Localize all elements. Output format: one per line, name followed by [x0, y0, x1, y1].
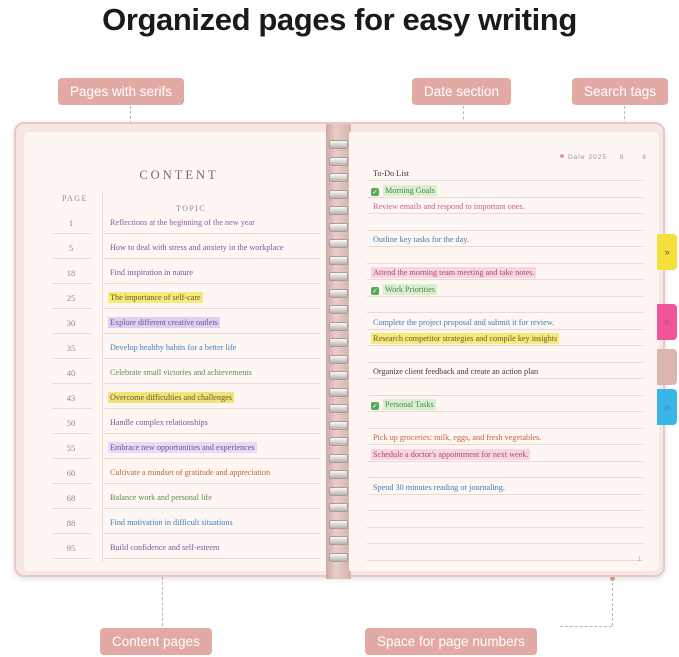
spiral-ring	[329, 239, 348, 248]
list-item: Research competitor strategies and compile key insights	[373, 334, 558, 343]
ruled-line	[367, 312, 643, 313]
spiral-ring	[329, 338, 348, 347]
toc-page-rule	[52, 558, 92, 559]
toc-page-rule	[52, 283, 92, 284]
toc-page-number: 55	[66, 443, 76, 453]
toc-topic: Celebrate small victories and achievements	[110, 368, 252, 377]
callout-line-pagenum-v	[612, 578, 613, 626]
date-section: Date 2025 8 8	[560, 154, 647, 161]
toc-page-rule	[52, 508, 92, 509]
spiral-ring	[329, 157, 348, 166]
ruled-line	[367, 362, 643, 363]
spiral-ring	[329, 355, 348, 364]
table-row	[46, 516, 318, 540]
toc-topic: Overcome difficulties and challenges	[110, 393, 232, 402]
ruled-line	[367, 296, 643, 297]
toc-page-number: 18	[66, 268, 76, 278]
toc-page-rule	[52, 383, 92, 384]
toc-page-rule	[52, 308, 92, 309]
toc-page-number: 60	[66, 468, 76, 478]
spiral-ring	[329, 272, 348, 281]
ruled-line	[367, 230, 643, 231]
ruled-line	[367, 378, 643, 379]
page-title: Organized pages for easy writing	[102, 2, 577, 37]
list-item: ✓ Work Priorities	[372, 284, 436, 295]
spiral-ring	[329, 536, 348, 545]
table-row	[46, 291, 318, 315]
search-tab-2[interactable]	[657, 349, 677, 385]
table-row-empty	[46, 566, 318, 571]
list-item: Schedule a doctor's appointment for next week.	[373, 449, 529, 459]
toc-page-number: 5	[68, 243, 74, 253]
column-header-page: PAGE	[62, 194, 88, 203]
checkbox-checked-icon[interactable]: ✓	[372, 402, 378, 410]
ruled-line	[367, 213, 643, 214]
ruled-line	[367, 428, 643, 429]
toc-topic: The importance of self-care	[110, 293, 201, 302]
toc-topic-rule	[104, 383, 320, 384]
spiral-ring	[329, 553, 348, 562]
toc-topic: Handle complex relationships	[110, 418, 208, 427]
callout-content-pages: Content pages	[100, 628, 212, 655]
right-page	[349, 132, 659, 571]
spiral-ring	[329, 520, 348, 529]
toc-topic-rule	[104, 358, 320, 359]
checkbox-checked-icon[interactable]: ✓	[372, 187, 378, 196]
spiral-ring	[329, 388, 348, 397]
toc-topic: Balance work and personal life	[110, 493, 212, 502]
table-row	[46, 341, 318, 365]
toc-page-number: 1	[68, 218, 74, 228]
table-row	[46, 241, 318, 265]
toc-topic: Cultivate a mindset of gratitude and appreciation	[110, 468, 271, 477]
list-item: To-Do List	[373, 169, 410, 178]
toc-topic-rule	[104, 458, 320, 459]
ruled-line	[367, 527, 643, 528]
ruled-line	[367, 395, 643, 396]
list-item: Complete the project proposal and submit it for review.	[373, 317, 555, 327]
toc-topic-rule	[104, 483, 320, 484]
toc-page-number: 30	[66, 318, 76, 328]
notebook	[14, 122, 671, 577]
table-row	[46, 541, 318, 565]
list-item: Attend the morning team meeting and take notes.	[373, 268, 535, 277]
ruled-line	[367, 510, 643, 511]
table-row	[46, 266, 318, 290]
toc-topic-rule	[104, 308, 320, 309]
list-item: ✓ Personal Tasks	[372, 400, 434, 410]
search-tab-1[interactable]: ○	[657, 304, 677, 340]
spiral-ring	[329, 371, 348, 380]
ruled-line	[367, 329, 643, 330]
spiral-ring	[329, 470, 348, 479]
toc-page-rule	[52, 408, 92, 409]
toc-topic-rule	[104, 333, 320, 334]
toc-page-rule	[52, 433, 92, 434]
callout-date-section: Date section	[412, 78, 511, 105]
spiral-ring	[329, 173, 348, 182]
toc-page-number: 43	[66, 393, 76, 403]
spiral-ring	[329, 190, 348, 199]
toc-topic-rule	[104, 433, 320, 434]
table-row	[46, 491, 318, 515]
date-dot-icon	[560, 154, 564, 158]
toc-topic-rule	[104, 408, 320, 409]
notebook-spine	[326, 124, 351, 579]
toc-topic-rule	[104, 283, 320, 284]
table-row	[46, 416, 318, 440]
checkbox-checked-icon[interactable]: ✓	[372, 286, 378, 295]
toc-topic: Develop healthy habits for a better life	[110, 343, 237, 352]
spiral-ring	[329, 206, 348, 215]
ruled-line	[367, 197, 643, 198]
spiral-ring	[329, 503, 348, 512]
toc-page-number: 95	[66, 543, 76, 553]
ruled-line	[367, 494, 643, 495]
toc-topic: Embrace new opportunities and experiences	[110, 443, 255, 452]
toc-topic-rule	[104, 258, 320, 259]
toc-page-rule	[52, 483, 92, 484]
list-item: ✓ Morning Goals	[372, 185, 435, 196]
ruled-line	[367, 345, 643, 346]
ruled-line	[367, 444, 643, 445]
spiral-ring	[329, 404, 348, 413]
toc-topic: Build confidence and self-esteem	[110, 543, 220, 552]
table-row	[46, 366, 318, 390]
toc-topic: Find inspiration in nature	[110, 268, 194, 277]
callout-page-numbers: Space for page numbers	[365, 628, 537, 655]
spiral-ring	[329, 322, 348, 331]
spiral-ring	[329, 289, 348, 298]
table-row	[46, 216, 318, 240]
date-label: Date 2025	[567, 154, 607, 161]
toc-page-number: 68	[66, 493, 76, 503]
spiral-ring	[329, 454, 348, 463]
spiral-ring	[329, 487, 348, 496]
list-item: Outline key tasks for the day.	[373, 235, 469, 244]
spiral-ring	[329, 223, 348, 232]
toc-page-rule	[52, 333, 92, 334]
spiral-ring	[329, 437, 348, 446]
ruled-line	[367, 246, 643, 247]
toc-topic-rule	[104, 533, 320, 534]
toc-page-rule	[52, 533, 92, 534]
toc-page-number: 50	[66, 418, 76, 428]
table-row	[46, 391, 318, 415]
table-row	[46, 466, 318, 490]
spiral-ring	[329, 305, 348, 314]
toc-page-rule	[52, 358, 92, 359]
toc-page-rule	[52, 258, 92, 259]
toc-page-rule	[52, 233, 92, 234]
search-tab-0[interactable]: »	[657, 234, 677, 270]
list-item: Organize client feedback and create an action plan	[373, 367, 539, 376]
ruled-line	[367, 411, 643, 412]
list-item: Spend 30 minutes reading or journaling.	[373, 482, 505, 492]
toc-page-rule	[52, 458, 92, 459]
ruled-line	[367, 279, 643, 280]
callout-line-pagenum-h	[560, 626, 612, 627]
toc-topic-rule	[104, 233, 320, 234]
toc-topic-rule	[104, 558, 320, 559]
ruled-line	[367, 461, 643, 462]
left-page	[24, 132, 334, 571]
toc-topic: Explore different creative outlets	[110, 318, 218, 327]
toc-topic: How to deal with stress and anxiety in the workplace	[110, 243, 284, 252]
toc-page-number: 25	[66, 293, 76, 303]
ruled-line	[367, 543, 643, 544]
content-heading: CONTENT	[139, 168, 219, 182]
ruled-line	[367, 477, 643, 478]
spiral-ring	[329, 256, 348, 265]
ruled-line	[367, 263, 643, 264]
list-item: Review emails and respond to important ones.	[373, 202, 525, 211]
page-number: 1	[637, 557, 643, 563]
table-row	[46, 316, 318, 340]
spiral-ring	[329, 140, 348, 149]
toc-page-number: 35	[66, 343, 76, 353]
ruled-line	[367, 180, 643, 181]
spiral-ring	[329, 421, 348, 430]
column-header-topic: TOPIC	[176, 204, 206, 213]
table-row	[46, 441, 318, 465]
ruled-line	[367, 560, 643, 561]
toc-topic: Reflections at the beginning of the new year	[110, 218, 255, 227]
toc-topic: Find motivation in difficult situations	[110, 518, 233, 527]
callout-pages-with-serifs: Pages with serifs	[58, 78, 184, 105]
search-tab-3[interactable]: ∩	[657, 389, 677, 425]
toc-topic-rule	[104, 508, 320, 509]
list-item: Pick up groceries: milk, eggs, and fresh vegetables.	[373, 433, 542, 442]
toc-page-number: 40	[66, 368, 76, 378]
toc-page-number: 88	[66, 518, 76, 528]
callout-search-tags: Search tags	[572, 78, 668, 105]
